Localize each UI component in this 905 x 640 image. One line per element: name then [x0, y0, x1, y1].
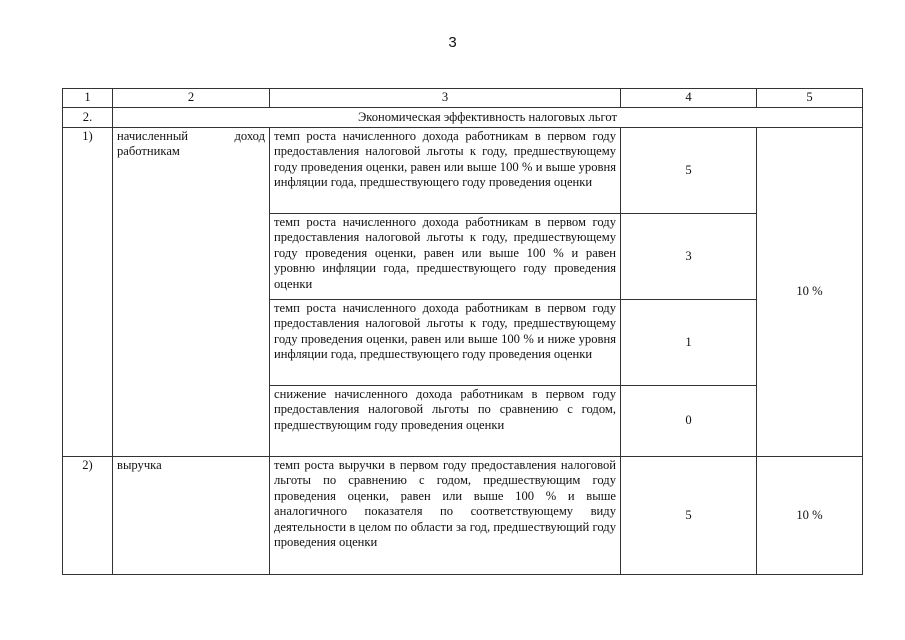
indicator-number: 2) — [63, 457, 113, 575]
column-number-1: 1 — [63, 89, 113, 108]
table-row — [63, 128, 863, 214]
section-row — [63, 108, 863, 128]
criterion-score: 3 — [621, 214, 757, 300]
criterion-score: 5 — [621, 128, 757, 214]
column-number-2: 2 — [113, 89, 270, 108]
criterion-score: 5 — [621, 457, 757, 575]
indicator-number: 1) — [63, 128, 113, 457]
page-number: 3 — [448, 34, 457, 51]
section-number: 2. — [63, 108, 113, 128]
criterion-score: 1 — [621, 300, 757, 386]
criterion-text: темп роста начисленного дохода работникам в первом году предоставления налоговой льготы к году, предшествующему году проведения оценки, равен или выше 100 % и равен уровню инфляции года, предшествующего году проведения оценки — [270, 214, 621, 300]
indicator-name: выручка — [113, 457, 270, 575]
indicator-weight: 10 % — [757, 457, 863, 575]
indicator-weight: 10 % — [757, 128, 863, 457]
criterion-text: темп роста начисленного дохода работникам в первом году предоставления налоговой льготы к году, предшествующему году проведения оценки, равен или выше 100 % и ниже уровня инфляции года, предшествующего году проведения оценки — [270, 300, 621, 386]
table-row — [63, 457, 863, 575]
criterion-text: снижение начисленного дохода работникам в первом году предоставления налоговой льготы по сравнению с годом, предшествующим году проведения оценки — [270, 386, 621, 457]
column-number-3: 3 — [270, 89, 621, 108]
column-number-4: 4 — [621, 89, 757, 108]
criterion-text: темп роста выручки в первом году предоставления налоговой льготы по сравнению с годом, предшествующим году проведения оценки, равен или выше 100 % и выше аналогичного показателя по соответствующему виду деятельности в целом по области за год, предшествующий году проведения оценки — [270, 457, 621, 575]
column-number-5: 5 — [757, 89, 863, 108]
efficiency-table — [62, 88, 863, 575]
criterion-text: темп роста начисленного дохода работникам в первом году предоставления налоговой льготы к году, предшествующему году проведения оценки, равен или выше 100 % и выше уровня инфляции года, предшествующего году проведения оценки — [270, 128, 621, 214]
column-number-row — [63, 89, 863, 108]
criterion-score: 0 — [621, 386, 757, 457]
indicator-name: начисленный доход работникам — [113, 128, 270, 457]
section-title: Экономическая эффективность налоговых льгот — [113, 108, 863, 128]
